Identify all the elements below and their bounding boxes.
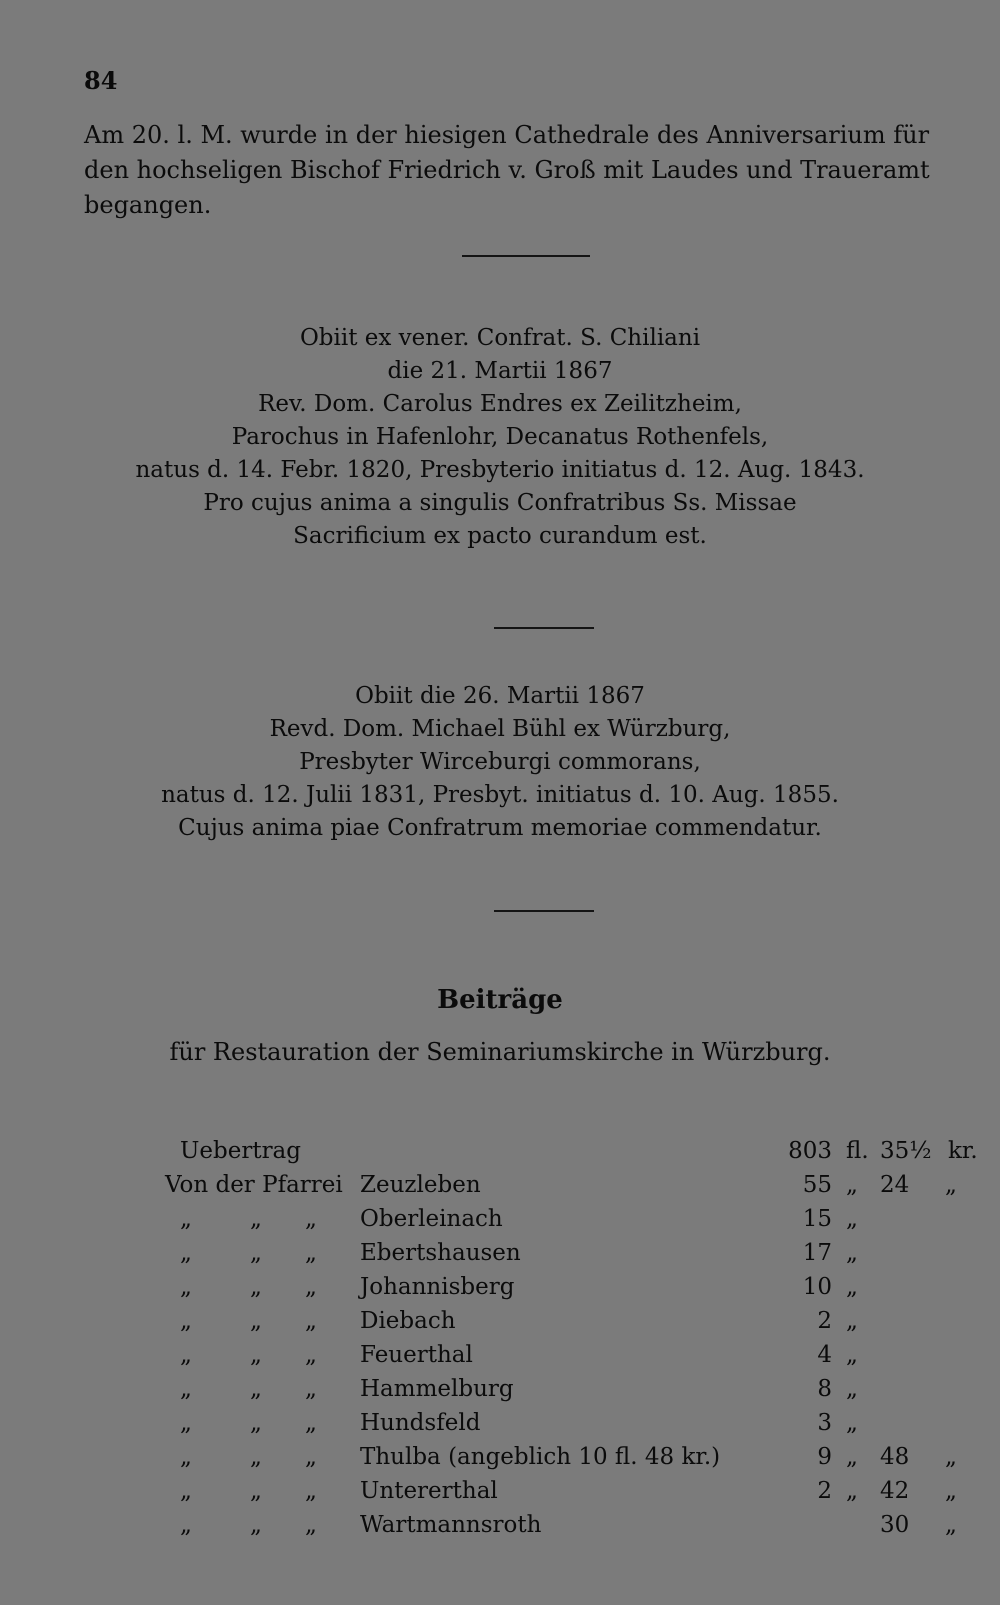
obituary-line: Sacrificium ex pacto curandum est. — [293, 523, 707, 549]
ledger-row — [0, 1274, 1000, 1308]
unit-fl: „ — [846, 1308, 858, 1334]
ditto-mark: „ — [180, 1478, 192, 1504]
amount-fl: 2 — [817, 1308, 832, 1334]
parish-name: Hammelburg — [360, 1376, 514, 1402]
section-divider — [494, 910, 594, 912]
amount-kr: 35½ — [880, 1138, 932, 1164]
row-label: Von der Pfarrei — [165, 1172, 343, 1198]
unit-kr: „ — [945, 1512, 957, 1538]
obituary-line: Obiit die 26. Martii 1867 — [355, 683, 645, 709]
amount-fl: 4 — [817, 1342, 832, 1368]
section-divider — [494, 627, 594, 629]
ditto-mark: „ — [250, 1478, 262, 1504]
obituary-line: Obiit ex vener. Confrat. S. Chiliani — [299, 325, 701, 351]
ditto-mark: „ — [305, 1206, 317, 1232]
ditto-mark: „ — [305, 1274, 317, 1300]
unit-fl: „ — [846, 1342, 858, 1368]
ledger-row — [0, 1308, 1000, 1342]
unit-fl: „ — [846, 1172, 858, 1198]
ledger-row — [0, 1512, 1000, 1546]
ditto-mark: „ — [250, 1206, 262, 1232]
carryover-label: Uebertrag — [180, 1138, 301, 1164]
parish-name: Johannisberg — [360, 1274, 515, 1300]
parish-name: Wartmannsroth — [360, 1512, 542, 1538]
ditto-mark: „ — [305, 1376, 317, 1402]
ditto-mark: „ — [180, 1410, 192, 1436]
obituary-line: natus d. 14. Febr. 1820, Presbyterio initiatus d. 12. Aug. 1843. — [135, 457, 865, 483]
obituary-line: Pro cujus anima a singulis Confratribus Ss. Missae — [203, 490, 797, 516]
amount-fl: 17 — [802, 1240, 832, 1266]
obituary-endres — [0, 322, 1000, 553]
unit-fl: „ — [846, 1478, 858, 1504]
paragraph-line: begangen. — [84, 191, 212, 219]
unit-fl: „ — [846, 1376, 858, 1402]
ledger-row — [0, 1342, 1000, 1376]
page-number: 84 — [84, 66, 118, 95]
section-divider — [462, 255, 590, 257]
unit-fl: „ — [846, 1444, 858, 1470]
parish-name: Zeuzleben — [360, 1172, 481, 1198]
obituary-line: natus d. 12. Julii 1831, Presbyt. initiatus d. 10. Aug. 1855. — [161, 782, 839, 808]
announcement-paragraph — [84, 118, 964, 223]
amount-fl: 55 — [802, 1172, 832, 1198]
ditto-mark: „ — [250, 1342, 262, 1368]
ditto-mark: „ — [250, 1410, 262, 1436]
amount-fl: 2 — [817, 1478, 832, 1504]
contributions-title: Beiträge — [437, 985, 563, 1015]
ditto-mark: „ — [250, 1240, 262, 1266]
amount-fl: 10 — [802, 1274, 832, 1300]
ledger-row-carryover — [0, 1138, 1000, 1172]
amount-kr: 24 — [880, 1172, 910, 1198]
ditto-mark: „ — [305, 1410, 317, 1436]
ditto-mark: „ — [305, 1444, 317, 1470]
parish-name: Diebach — [360, 1308, 456, 1334]
ditto-mark: „ — [180, 1308, 192, 1334]
amount-fl: 9 — [817, 1444, 832, 1470]
parish-name: Feuerthal — [360, 1342, 473, 1368]
unit-kr: „ — [945, 1478, 957, 1504]
amount-fl: 803 — [788, 1138, 832, 1164]
ditto-mark: „ — [250, 1512, 262, 1538]
ditto-mark: „ — [250, 1376, 262, 1402]
unit-kr: kr. — [948, 1138, 978, 1164]
ditto-mark: „ — [305, 1240, 317, 1266]
ditto-mark: „ — [250, 1444, 262, 1470]
amount-kr: 30 — [880, 1512, 910, 1538]
ditto-mark: „ — [180, 1274, 192, 1300]
amount-kr: 48 — [880, 1444, 910, 1470]
amount-fl: 8 — [817, 1376, 832, 1402]
parish-name: Ebertshausen — [360, 1240, 521, 1266]
ditto-mark: „ — [305, 1512, 317, 1538]
amount-fl: 3 — [817, 1410, 832, 1436]
ledger-row — [0, 1172, 1000, 1206]
obituary-buehl — [0, 680, 1000, 845]
ledger-row — [0, 1478, 1000, 1512]
ledger-row — [0, 1444, 1000, 1478]
unit-fl: fl. — [846, 1138, 869, 1164]
obituary-line: Rev. Dom. Carolus Endres ex Zeilitzheim, — [258, 391, 742, 417]
ditto-mark: „ — [250, 1308, 262, 1334]
obituary-line: die 21. Martii 1867 — [387, 358, 613, 384]
obituary-line: Parochus in Hafenlohr, Decanatus Rothenfels, — [231, 424, 769, 450]
ditto-mark: „ — [305, 1308, 317, 1334]
ledger-row — [0, 1240, 1000, 1274]
ledger-row — [0, 1410, 1000, 1444]
parish-name: Hundsfeld — [360, 1410, 481, 1436]
amount-kr: 42 — [880, 1478, 910, 1504]
unit-fl: „ — [846, 1240, 858, 1266]
ledger-row — [0, 1376, 1000, 1410]
parish-name: Oberleinach — [360, 1206, 503, 1232]
unit-fl: „ — [846, 1274, 858, 1300]
obituary-line: Cujus anima piae Confratrum memoriae commendatur. — [178, 815, 822, 841]
unit-fl: „ — [846, 1410, 858, 1436]
unit-kr: „ — [945, 1444, 957, 1470]
ditto-mark: „ — [250, 1274, 262, 1300]
ditto-mark: „ — [180, 1376, 192, 1402]
parish-name: Thulba (angeblich 10 fl. 48 kr.) — [360, 1444, 721, 1470]
amount-fl: 15 — [802, 1206, 832, 1232]
ditto-mark: „ — [180, 1240, 192, 1266]
unit-kr: „ — [945, 1172, 957, 1198]
ditto-mark: „ — [180, 1206, 192, 1232]
parish-name: Untererthal — [360, 1478, 498, 1504]
contributions-subtitle: für Restauration der Seminariumskirche in Würzburg. — [169, 1038, 831, 1066]
obituary-line: Revd. Dom. Michael Bühl ex Würzburg, — [269, 716, 731, 742]
ditto-mark: „ — [180, 1342, 192, 1368]
ditto-mark: „ — [180, 1512, 192, 1538]
paragraph-line: den hochseligen Bischof Friedrich v. Groß mit Laudes und Traueramt — [84, 156, 930, 184]
ditto-mark: „ — [305, 1478, 317, 1504]
ledger-row — [0, 1206, 1000, 1240]
ditto-mark: „ — [180, 1444, 192, 1470]
obituary-line: Presbyter Wirceburgi commorans, — [299, 749, 701, 775]
paragraph-line: Am 20. l. M. wurde in der hiesigen Cathedrale des Anniversarium für — [84, 121, 930, 149]
ditto-mark: „ — [305, 1342, 317, 1368]
unit-fl: „ — [846, 1206, 858, 1232]
